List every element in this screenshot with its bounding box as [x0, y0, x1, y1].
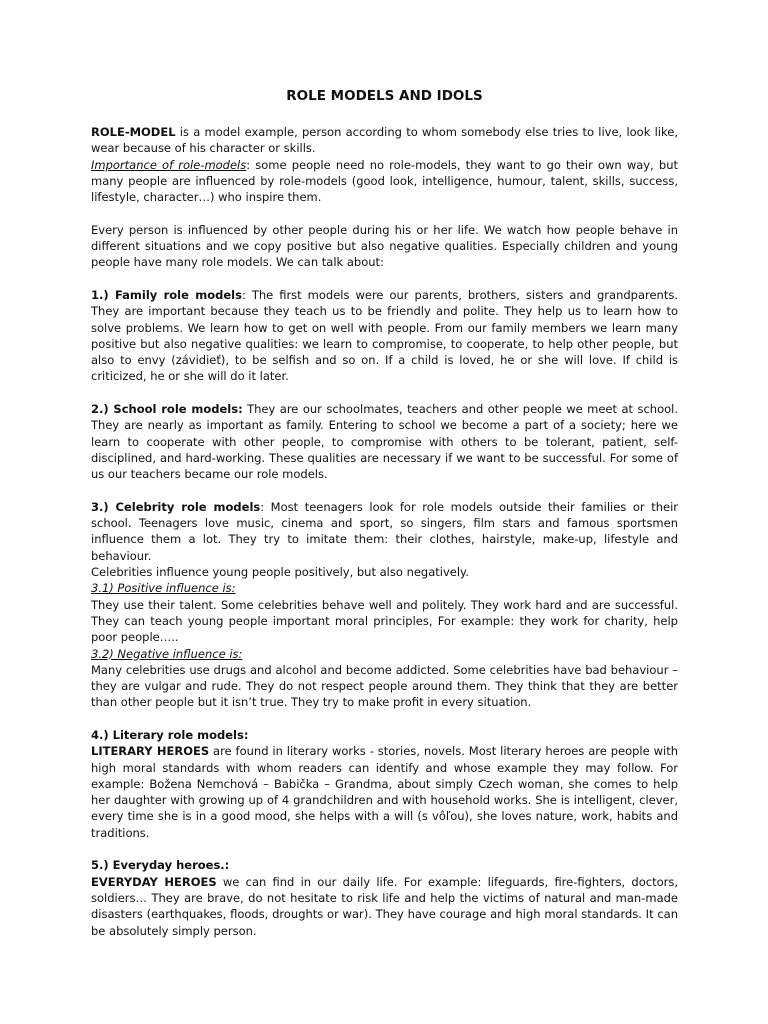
- role-model-definition: [91, 124, 678, 157]
- school-section: [91, 401, 678, 482]
- celebrity-heading: 3.) Celebrity role models: [91, 499, 261, 514]
- everyday-section: [91, 874, 678, 939]
- importance-text: : some people need no role-models, they want to go their own way, but many people are influenced by role-models (good look, intelligence, humour, talent, skills, success, lifestyle, character…) who inspire them.: [91, 157, 678, 205]
- family-heading: 1.) Family role models: [91, 287, 242, 302]
- family-text: : The first models were our parents, brothers, sisters and grandparents. They are important because they teach us to be friendly and polite. They help us to learn how to solve problems. We learn how to get on well with people. From our family members we learn many positive but also negative qualities: we learn to compromise, to cooperate, to help other people, but also to envy (závidieť), to be selfish and so on. If a child is loved, he or she will love. If child is criticized, he or she will do it later.: [91, 287, 678, 384]
- influence-paragraph: Every person is influenced by other people during his or her life. We watch how people behave in different situations and we copy positive but also negative qualities. Especially children and young people have many role models. We can talk about:: [91, 222, 678, 270]
- importance-paragraph: [91, 157, 678, 206]
- importance-label: Importance of role-models: [91, 157, 247, 172]
- celebrity-influence-line: Celebrities influence young people positively, but also negatively.: [91, 565, 469, 580]
- positive-influence-text: They use their talent. Some celebrities behave well and politely. They work hard and are successful. They can teach young people important moral principles, For example: they work for charity, help poor people…..: [91, 597, 678, 645]
- literary-heading: 4.) Literary role models:: [91, 727, 249, 742]
- everyday-term: EVERYDAY HEROES: [91, 874, 217, 889]
- negative-influence-text: Many celebrities use drugs and alcohol and become addicted. Some celebrities have bad behaviour – they are vulgar and rude. They do not respect people around them. They think that they are better than other people but it isn’t true. They try to make profit in every situation.: [91, 662, 678, 710]
- everyday-heading: 5.) Everyday heroes.:: [91, 858, 230, 873]
- literary-heading-line: [91, 727, 678, 743]
- family-section: [91, 287, 678, 385]
- paragraph-gap: [91, 841, 678, 857]
- paragraph-gap: [91, 385, 678, 401]
- role-model-definition-text: is a model example, person according to whom somebody else tries to live, look like, wear because of his character or skills.: [91, 125, 678, 156]
- paragraph-gap: [91, 205, 678, 221]
- positive-influence-heading: 3.1) Positive influence is:: [91, 581, 236, 596]
- school-heading: 2.) School role models:: [91, 402, 243, 417]
- celebrity-text: : Most teenagers look for role models outside their families or their school. Teenagers love music, cinema and sport, so singers, film stars and famous sportsmen influence them a lot. They try to imitate them: their clothes, hairstyle, make-up, lifestyle and behaviour.: [91, 499, 678, 563]
- negative-influence-label: [91, 646, 678, 662]
- paragraph-gap: [91, 483, 678, 499]
- everyday-text: we can find in our daily life. For example: lifeguards, fire-fighters, doctors, soldiers… They are brave, do not hesitate to risk life and help the victims of natural and man-made disasters (earthquakes, floods, droughts or war). They have courage and high moral standards. It can be absolutely simply person.: [91, 874, 678, 938]
- school-text: They are our schoolmates, teachers and other people we meet at school. They are nearly as important as family. Entering to school we become a part of a society; here we learn to cooperate with other people, to compromise with others to be tolerant, patient, self-disciplined, and hard-working. These qualities are necessary if we want to be successful. For some of us our teachers became our role models.: [91, 402, 678, 482]
- paragraph-gap: [91, 271, 678, 287]
- document-title: ROLE MODELS AND IDOLS: [286, 88, 483, 104]
- everyday-heading-line: [91, 857, 678, 873]
- positive-influence-label: [91, 580, 678, 596]
- literary-section: [91, 743, 678, 841]
- role-model-term: ROLE-MODEL: [91, 125, 176, 139]
- literary-text: are found in literary works - stories, novels. Most literary heroes are people with high moral standards with whom readers can identify and whose example they may follow. For example: Božena Nemchová – Babička – Grandma, about simply Czech woman, she comes to help her daughter with growing up of 4 grandchildren and with household works. She is intelligent, clever, every time she is in a good mood, she helps with a will (s vôľou), she loves nature, work, habits and traditions.: [91, 744, 678, 840]
- celebrity-section: [91, 499, 678, 564]
- negative-influence-heading: 3.2) Negative influence is:: [91, 646, 243, 661]
- literary-term: LITERARY HEROES: [91, 744, 210, 759]
- paragraph-gap: [91, 711, 678, 727]
